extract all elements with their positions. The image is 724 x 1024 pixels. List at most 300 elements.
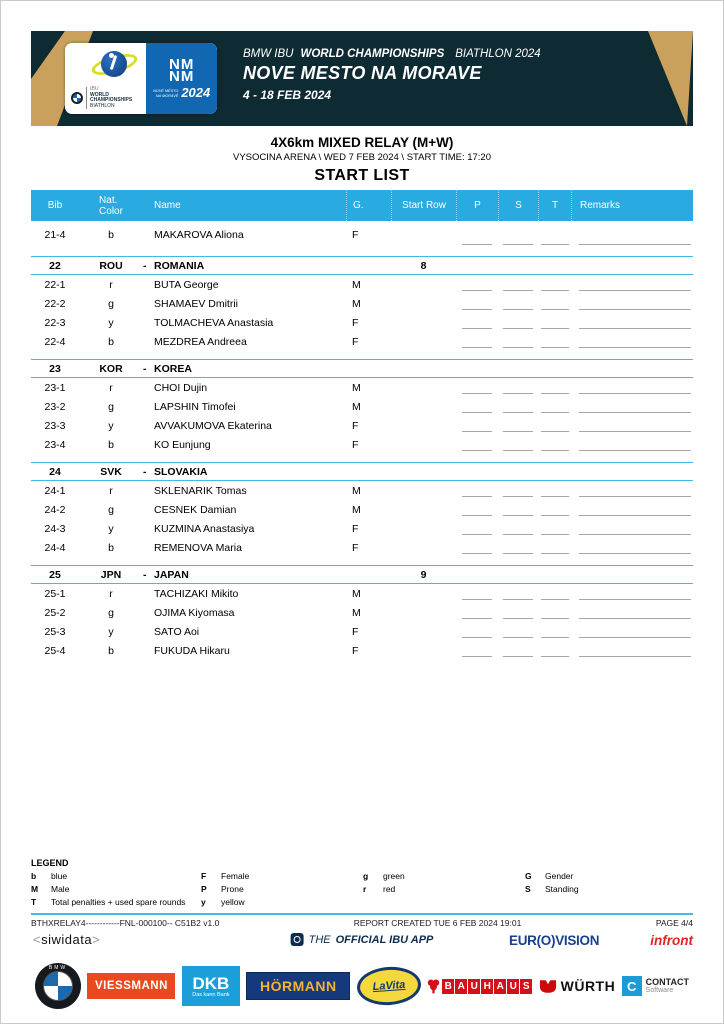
prone-cell <box>456 332 498 351</box>
col-header-total: T <box>538 190 571 221</box>
sponsor-hormann-logo: HÖRMANN <box>246 972 350 1000</box>
write-in-line <box>579 553 691 554</box>
prone-cell <box>456 584 498 603</box>
legend-value: Prone <box>221 884 244 894</box>
athlete-row <box>31 313 693 332</box>
remarks-cell <box>571 538 695 557</box>
ibu-logo-line: IBU <box>90 86 99 92</box>
athlete-name: FUKUDA Hikaru <box>154 644 230 657</box>
color-code-cell: g <box>108 503 114 516</box>
remarks-cell <box>571 332 695 351</box>
write-in-line <box>579 328 691 329</box>
athlete-row <box>31 416 693 435</box>
report-code: BTHXRELAY4------------FNL-000100-- C51B2 v1.0 <box>31 918 220 928</box>
bib-cell: 25-4 <box>44 644 66 657</box>
bauhaus-icon <box>427 979 440 994</box>
blank-space <box>1 660 723 858</box>
standing-cell <box>498 481 538 500</box>
legend-key: g <box>363 871 369 881</box>
official-ibu-app-logo <box>291 933 434 946</box>
prone-cell <box>456 481 498 500</box>
total-cell <box>538 332 571 351</box>
write-in-line <box>462 309 492 310</box>
athlete-name: CHOI Dujin <box>154 381 208 394</box>
write-in-line <box>503 656 533 657</box>
bib-cell: 25-3 <box>44 625 66 638</box>
team-row <box>31 256 693 275</box>
race-title: 4X6km MIXED RELAY (M+W) <box>270 135 454 150</box>
athlete-row <box>31 584 693 603</box>
total-cell <box>538 416 571 435</box>
standing-cell <box>498 463 538 480</box>
name-cell <box>143 603 346 622</box>
bib-cell: 22-2 <box>44 297 66 310</box>
standing-cell <box>498 221 538 248</box>
name-cell <box>143 332 346 351</box>
col-header-nat-line: Color <box>99 205 123 217</box>
standing-cell <box>498 566 538 583</box>
write-in-line <box>462 290 492 291</box>
sponsor-lavita-logo: LaVita <box>356 965 422 1007</box>
col-header-name: Name <box>154 200 181 211</box>
start-row-cell <box>391 275 456 294</box>
athlete-row <box>31 519 693 538</box>
name-cell <box>143 538 346 557</box>
start-row-cell <box>391 622 456 641</box>
write-in-line <box>541 656 569 657</box>
remarks-cell <box>571 500 695 519</box>
nmnm-logo-line: NM <box>168 68 195 85</box>
write-in-line <box>579 599 691 600</box>
write-in-line <box>462 244 492 245</box>
table-body <box>31 221 693 660</box>
bib-cell: 24-2 <box>44 503 66 516</box>
prone-cell <box>456 566 498 583</box>
write-in-line <box>503 431 533 432</box>
nmnm-city-line: NA MORAVĚ <box>155 93 179 98</box>
total-cell <box>538 538 571 557</box>
color-code-cell: b <box>108 335 114 348</box>
total-cell <box>538 221 571 248</box>
standing-cell <box>498 641 538 660</box>
write-in-line <box>541 431 569 432</box>
championship-logo <box>65 43 217 114</box>
athlete-row <box>31 294 693 313</box>
nmnm-logo-line: NM <box>168 56 195 73</box>
name-cell <box>143 622 346 641</box>
sponsor-wurth-logo <box>539 978 616 994</box>
prone-cell <box>456 622 498 641</box>
footer-divider <box>31 913 693 915</box>
ibu-logo-text <box>71 87 132 109</box>
gender-cell: F <box>352 438 359 451</box>
write-in-line <box>579 534 691 535</box>
write-in-line <box>541 496 569 497</box>
bib-cell: 22-3 <box>44 316 66 329</box>
write-in-line <box>503 496 533 497</box>
athlete-row <box>31 275 693 294</box>
athlete-name: TACHIZAKI Mikito <box>154 587 239 600</box>
total-cell <box>538 275 571 294</box>
remarks-cell <box>571 435 695 454</box>
legend-key: r <box>363 884 367 894</box>
color-code-cell: r <box>109 381 113 394</box>
color-code-cell: g <box>108 297 114 310</box>
total-cell <box>538 257 571 274</box>
start-row-cell <box>391 603 456 622</box>
total-cell <box>538 435 571 454</box>
athlete-name: MEZDREA Andreea <box>154 335 247 348</box>
bib-cell: 25-2 <box>44 606 66 619</box>
dkb-wordmark: DKB <box>192 973 230 993</box>
report-meta-row <box>31 918 693 928</box>
total-cell <box>538 500 571 519</box>
standing-cell <box>498 313 538 332</box>
write-in-line <box>462 496 492 497</box>
name-cell: - JAPAN <box>143 568 189 581</box>
name-cell: - SLOVAKIA <box>143 465 208 478</box>
banner-venue: NOVE MESTO NA MORAVE <box>243 63 482 83</box>
bib-cell: 24-1 <box>44 484 66 497</box>
legend-key: G <box>525 871 532 881</box>
gender-cell <box>346 463 391 480</box>
write-in-line <box>503 244 533 245</box>
total-cell <box>538 463 571 480</box>
athlete-row <box>31 332 693 351</box>
prone-cell <box>456 463 498 480</box>
remarks-cell <box>571 221 695 248</box>
legend-value: yellow <box>221 897 245 907</box>
nmnm-year: 2024 <box>181 85 211 100</box>
write-in-line <box>462 553 492 554</box>
team-name: ROMANIA <box>154 259 205 272</box>
standing-cell <box>498 538 538 557</box>
title-block <box>1 135 723 185</box>
standing-cell <box>498 294 538 313</box>
bmw-roundel-icon <box>71 92 83 104</box>
standing-cell <box>498 500 538 519</box>
start-row-cell <box>391 360 456 377</box>
standing-cell <box>498 275 538 294</box>
write-in-line <box>462 412 492 413</box>
standing-cell <box>498 397 538 416</box>
legend-title: LEGEND <box>31 858 69 868</box>
col-header-prone: P <box>456 190 498 221</box>
write-in-line <box>579 637 691 638</box>
start-row-cell <box>391 538 456 557</box>
team-row <box>31 565 693 584</box>
col-header-nat-color <box>79 190 143 221</box>
app-label-the: THE <box>308 933 331 946</box>
start-row-cell <box>391 221 456 248</box>
athlete-name: TOLMACHEVA Anastasia <box>154 316 274 329</box>
total-cell <box>538 566 571 583</box>
athlete-row <box>31 538 693 557</box>
prone-cell <box>456 641 498 660</box>
write-in-line <box>503 599 533 600</box>
start-list-table <box>31 190 693 660</box>
athlete-row <box>31 500 693 519</box>
ibu-logo-line: CHAMPIONSHIPS <box>90 97 133 103</box>
name-cell <box>143 378 346 397</box>
gender-cell: F <box>352 419 359 432</box>
gender-cell: F <box>352 228 359 241</box>
prone-cell <box>456 360 498 377</box>
athlete-name: KO Eunjung <box>154 438 211 451</box>
prone-cell <box>456 397 498 416</box>
contact-slogan: Software <box>645 986 674 994</box>
write-in-line <box>579 244 691 245</box>
legend <box>31 858 693 909</box>
start-row-cell <box>391 500 456 519</box>
write-in-line <box>541 515 569 516</box>
bauhaus-wordmark: B A U H A U S <box>442 979 532 994</box>
write-in-line <box>503 309 533 310</box>
name-cell <box>143 519 346 538</box>
write-in-line <box>541 393 569 394</box>
legend-key <box>363 896 383 909</box>
sponsor-bmw-logo <box>35 963 81 1009</box>
write-in-line <box>462 431 492 432</box>
sponsor-contact-logo <box>622 976 689 996</box>
write-in-line <box>503 412 533 413</box>
bib-cell: 24-4 <box>44 541 66 554</box>
dkb-slogan: Das kann Bank <box>192 991 230 998</box>
wurth-icon <box>539 979 557 994</box>
total-cell <box>538 378 571 397</box>
bmw-quadrants-icon <box>43 971 73 1001</box>
remarks-cell <box>571 641 695 660</box>
write-in-line <box>503 393 533 394</box>
name-cell <box>143 435 346 454</box>
gender-cell: M <box>352 484 361 497</box>
prone-cell <box>456 603 498 622</box>
write-in-line <box>462 599 492 600</box>
standing-cell <box>498 519 538 538</box>
race-info: VYSOCINA ARENA \ WED 7 FEB 2024 \ START TIME: 17:20 <box>232 152 491 163</box>
bib-cell: 22-4 <box>44 335 66 348</box>
col-header-standing: S <box>498 190 538 221</box>
name-cell <box>143 641 346 660</box>
eurovision-logo: EUR(O)VISION <box>509 933 600 948</box>
total-cell <box>538 360 571 377</box>
nation-code-cell: KOR <box>99 362 123 375</box>
standing-cell <box>498 378 538 397</box>
total-cell <box>538 603 571 622</box>
standing-cell <box>498 257 538 274</box>
standing-cell <box>498 584 538 603</box>
legend-key <box>525 896 545 909</box>
remarks-cell <box>571 313 695 332</box>
legend-key: P <box>201 884 207 894</box>
write-in-line <box>503 515 533 516</box>
standing-cell <box>498 622 538 641</box>
banner-text <box>243 48 541 102</box>
write-in-line <box>541 244 569 245</box>
write-in-line <box>503 450 533 451</box>
nation-code-cell: JPN <box>100 568 122 581</box>
contact-wordmark: CONTACT <box>645 976 689 987</box>
name-cell <box>143 313 346 332</box>
write-in-line <box>579 290 691 291</box>
start-row-cell <box>391 519 456 538</box>
write-in-line <box>462 534 492 535</box>
write-in-line <box>579 450 691 451</box>
start-row-cell <box>391 332 456 351</box>
start-row-cell <box>391 481 456 500</box>
start-row-cell <box>391 435 456 454</box>
color-code-cell: y <box>108 419 114 432</box>
sponsor-viessmann-logo: VIESSMANN <box>87 973 175 999</box>
prone-cell <box>456 435 498 454</box>
color-code-cell: y <box>108 522 114 535</box>
total-cell <box>538 294 571 313</box>
wurth-wordmark: WÜRTH <box>560 978 616 994</box>
infront-logo: infront <box>650 933 693 948</box>
write-in-line <box>541 450 569 451</box>
athlete-name: AVVAKUMOVA Ekaterina <box>154 419 272 432</box>
prone-cell <box>456 378 498 397</box>
prone-cell <box>456 294 498 313</box>
write-in-line <box>541 290 569 291</box>
siwidata-logo: <siwidata> <box>33 932 101 947</box>
write-in-line <box>579 496 691 497</box>
sponsor-dkb-logo <box>182 966 240 1006</box>
name-cell: - ROMANIA <box>143 259 205 272</box>
athlete-name: SHAMAEV Dmitrii <box>154 297 239 310</box>
athlete-name: CESNEK Damian <box>154 503 237 516</box>
remarks-cell <box>571 463 695 480</box>
write-in-line <box>462 656 492 657</box>
total-cell <box>538 584 571 603</box>
athlete-row <box>31 481 693 500</box>
start-row-cell <box>391 416 456 435</box>
bib-cell: 23-1 <box>44 381 66 394</box>
gender-cell: F <box>352 541 359 554</box>
prone-cell <box>456 221 498 248</box>
gender-cell: M <box>352 587 361 600</box>
write-in-line <box>462 393 492 394</box>
sponsor-logos-row <box>35 958 689 1014</box>
bib-cell: 24 <box>49 465 61 478</box>
name-cell <box>143 481 346 500</box>
remarks-cell <box>571 481 695 500</box>
legend-value: Gender <box>545 871 574 881</box>
standing-cell <box>498 360 538 377</box>
nmnm-logo <box>146 43 217 114</box>
bib-cell: 23 <box>49 362 61 375</box>
write-in-line <box>579 412 691 413</box>
athlete-row <box>31 378 693 397</box>
standing-cell <box>498 416 538 435</box>
start-row-cell <box>391 397 456 416</box>
color-code-cell: r <box>109 278 113 291</box>
bib-cell: 25-1 <box>44 587 66 600</box>
color-code-cell: b <box>108 644 114 657</box>
write-in-line <box>541 618 569 619</box>
page-bottom-margin <box>1 1014 723 1023</box>
prone-cell <box>456 519 498 538</box>
start-row-cell <box>391 641 456 660</box>
name-cell <box>143 500 346 519</box>
write-in-line <box>579 431 691 432</box>
write-in-line <box>541 637 569 638</box>
ibu-logo-line: WORLD <box>90 91 109 98</box>
legend-value: green <box>383 871 405 881</box>
write-in-line <box>579 347 691 348</box>
write-in-line <box>541 309 569 310</box>
bib-cell: 23-4 <box>44 438 66 451</box>
color-code-cell: y <box>108 625 114 638</box>
color-code-cell: y <box>108 316 114 329</box>
write-in-line <box>579 618 691 619</box>
write-in-line <box>462 515 492 516</box>
gender-cell <box>346 566 391 583</box>
legend-value: blue <box>51 871 68 881</box>
remarks-cell <box>571 566 695 583</box>
page-number: PAGE 4/4 <box>655 918 693 928</box>
col-header-start-row: Start Row <box>391 190 456 221</box>
remarks-cell <box>571 416 695 435</box>
remarks-cell <box>571 275 695 294</box>
athlete-row <box>31 622 693 641</box>
gender-cell: F <box>352 316 359 329</box>
remarks-cell <box>571 584 695 603</box>
legend-key: y <box>201 897 206 907</box>
color-code-cell: b <box>108 438 114 451</box>
name-cell <box>143 416 346 435</box>
banner-dates: 4 - 18 FEB 2024 <box>243 88 332 102</box>
total-cell <box>538 641 571 660</box>
legend-value: red <box>383 884 396 894</box>
legend-value: Standing <box>545 884 579 894</box>
prone-cell <box>456 257 498 274</box>
write-in-line <box>503 534 533 535</box>
write-in-line <box>462 450 492 451</box>
athlete-name: LAPSHIN Timofei <box>154 400 236 413</box>
remarks-cell <box>571 622 695 641</box>
write-in-line <box>541 412 569 413</box>
remarks-cell <box>571 603 695 622</box>
bib-cell: 25 <box>49 568 61 581</box>
write-in-line <box>462 347 492 348</box>
bib-cell: 21-4 <box>44 228 66 241</box>
gender-cell <box>346 360 391 377</box>
banner-sport: BIATHLON 2024 <box>455 48 541 60</box>
write-in-line <box>503 618 533 619</box>
gender-cell: M <box>352 503 361 516</box>
total-cell <box>538 622 571 641</box>
nation-code-cell: SVK <box>100 465 122 478</box>
start-row-cell: 9 <box>420 568 427 581</box>
start-row-cell <box>391 378 456 397</box>
table-header <box>31 190 693 221</box>
name-cell <box>143 397 346 416</box>
legend-key: F <box>201 871 207 881</box>
banner-series: BMW IBU <box>243 48 294 60</box>
athlete-name: REMENOVA Maria <box>154 541 242 554</box>
col-header-bib: Bib <box>47 200 63 211</box>
write-in-line <box>541 553 569 554</box>
remarks-cell <box>571 397 695 416</box>
gender-cell: F <box>352 644 359 657</box>
report-created: REPORT CREATED TUE 6 FEB 2024 19:01 <box>353 918 522 928</box>
color-code-cell: g <box>108 400 114 413</box>
name-cell: - KOREA <box>143 362 192 375</box>
write-in-line <box>503 347 533 348</box>
prone-cell <box>456 275 498 294</box>
write-in-line <box>503 553 533 554</box>
